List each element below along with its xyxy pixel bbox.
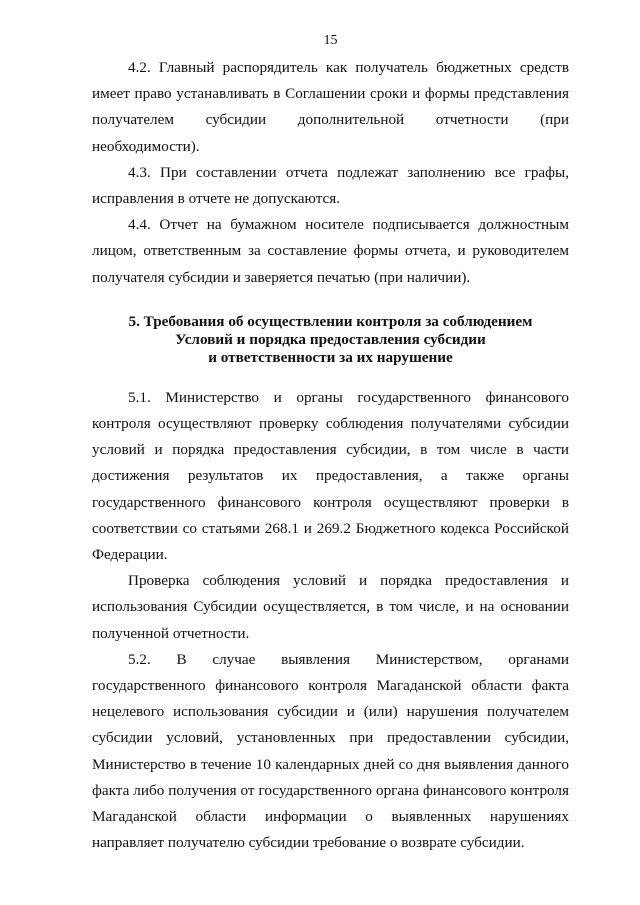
paragraph-check: Проверка соблюдения условий и порядка предоставления и использования Субсидии осуществляется, в том числе, и на основании полученной отчетности. bbox=[92, 572, 569, 642]
paragraph-4-4: 4.4. Отчет на бумажном носителе подписывается должностным лицом, ответственным за составление формы отчета, и руководителем получателя субсидии и заверяется печатью (при наличии). bbox=[92, 216, 569, 286]
paragraph-5-1: 5.1. Министерство и органы государственного финансового контроля осуществляют проверку соблюдения получателями субсидии условий и порядка предоставления субсидии, в том числе в части достижения результатов их предоставления, а также органы государственного финансового контроля осуществляют проверки в соответствии со статьями 268.1 и 269.2 Бюджетного кодекса Российской Федерации. bbox=[92, 388, 569, 564]
section-5-heading bbox=[92, 313, 569, 367]
heading-line-2: Условий и порядка предоставления субсидии bbox=[175, 330, 486, 348]
paragraph-4-3: 4.3. При составлении отчета подлежат заполнению все графы, исправления в отчете не допускаются. bbox=[92, 163, 569, 208]
paragraph-4-2: 4.2. Главный распорядитель как получатель бюджетных средств имеет право устанавливать в Соглашении сроки и формы представления получателем субсидии дополнительной отчетности (при необходимости). bbox=[92, 59, 569, 155]
document-body bbox=[92, 55, 569, 856]
paragraph-5-2: 5.2. В случае выявления Министерством, органами государственного финансового контроля Магаданской области факта нецелевого использования субсидии и (или) нарушения получателем субсидии условий, установленных при предоставлении субсидии, Министерство в течение 10 календарных дней со дня выявления данного факта либо получения от государственного органа финансового контроля Магаданской области информации о выявленных нарушениях направляет получателю субсидии требование о возврате субсидии. bbox=[92, 650, 569, 852]
heading-line-3: и ответственности за их нарушение bbox=[208, 348, 453, 366]
heading-line-1: 5. Требования об осуществлении контроля за соблюдением bbox=[128, 312, 533, 330]
page-number: 15 bbox=[323, 33, 338, 48]
